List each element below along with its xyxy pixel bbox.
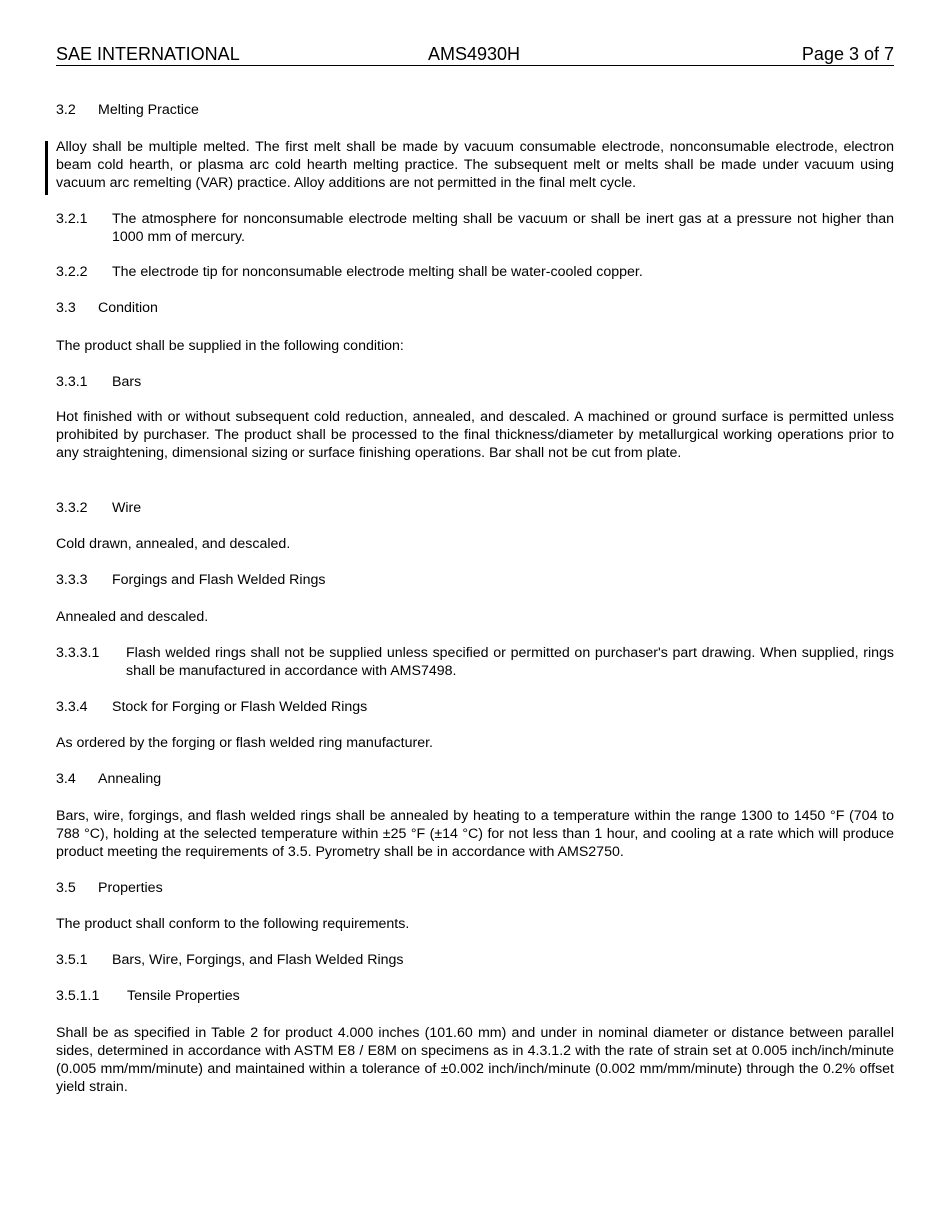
section-3-4-heading (56, 770, 894, 788)
page-header (56, 44, 894, 66)
header-org: SAE INTERNATIONAL (56, 44, 240, 64)
section-3-2-2 (56, 263, 894, 281)
section-text: Flash welded rings shall not be supplied unless specified or permitted on purchaser's part drawing. When supplied, rings shall be manufactured in accordance with AMS7498. (126, 645, 894, 679)
section-3-5-1-1-text: Shall be as specified in Table 2 for product 4.000 inches (101.60 mm) and under in nominal diameter or distance between parallel sides, determined in accordance with ASTM E8 / E8M on specimens as in 4.3.1.2 with the rate of strain set at 0.005 inch/inch/minute (0.005 mm/mm/minute) and maintained within a tolerance of ±0.002 inch/inch/minute (0.002 mm/mm/minute) through the 0.2% offset yield strain. (56, 1025, 894, 1095)
header-doc-number: AMS4930H (428, 44, 521, 64)
section-title: Bars (112, 374, 142, 390)
section-3-3-4-text: As ordered by the forging or flash welded ring manufacturer. (56, 735, 433, 751)
section-number: 3.2 (56, 102, 76, 118)
section-number: 3.3.1 (56, 374, 88, 390)
section-number: 3.5.1.1 (56, 988, 100, 1004)
header-page-number: Page 3 of 7 (801, 44, 894, 64)
section-3-3-heading (56, 299, 894, 317)
section-3-3-3-text: Annealed and descaled. (56, 609, 209, 625)
section-3-3-text: The product shall be supplied in the following condition: (56, 338, 404, 354)
section-3-3-1-text: Hot finished with or without subsequent cold reduction, annealed, and descaled. A machined or ground surface is permitted unless prohibited by purchaser. The product shall be processed to the final thickness/diameter by metallurgical working operations prior to any straightening, dimensional sizing or surface finishing operations. Bar shall not be cut from plate. (56, 409, 894, 461)
section-title: Condition (98, 300, 158, 316)
section-number: 3.5.1 (56, 952, 88, 968)
section-text: The electrode tip for nonconsumable electrode melting shall be water-cooled copper. (112, 264, 643, 280)
section-number: 3.3.2 (56, 500, 88, 516)
change-bar (45, 141, 48, 195)
section-3-5-1-heading (56, 951, 894, 969)
section-title: Properties (98, 880, 163, 896)
section-3-3-2-text: Cold drawn, annealed, and descaled. (56, 536, 291, 552)
section-number: 3.4 (56, 771, 76, 787)
section-number: 3.3.3 (56, 572, 88, 588)
section-3-5-text: The product shall conform to the following requirements. (56, 916, 410, 932)
section-number: 3.3 (56, 300, 76, 316)
section-title: Tensile Properties (127, 988, 240, 1004)
section-title: Annealing (98, 771, 162, 787)
section-text: The atmosphere for nonconsumable electrode melting shall be vacuum or shall be inert gas at a pressure not higher than 1000 mm of mercury. (112, 211, 894, 245)
section-3-3-3-1 (56, 644, 894, 680)
section-number: 3.2.2 (56, 264, 88, 280)
section-number: 3.3.4 (56, 699, 88, 715)
section-3-2-heading (56, 101, 894, 119)
section-3-4-text: Bars, wire, forgings, and flash welded rings shall be annealed by heating to a temperature within the range 1300 to 1450 °F (704 to 788 °C), holding at the selected temperature within ±25 °F (±14 °C) for not less than 1 hour, and cooling at a rate which will produce product meeting the requirements of 3.5. Pyrometry shall be in accordance with AMS2750. (56, 808, 894, 860)
section-title: Stock for Forging or Flash Welded Rings (112, 699, 368, 715)
section-3-2-1 (56, 210, 894, 246)
section-3-3-2-heading (56, 499, 894, 517)
section-number: 3.5 (56, 880, 76, 896)
section-3-3-3-heading (56, 571, 894, 589)
section-3-2-text: Alloy shall be multiple melted. The first melt shall be made by vacuum consumable electrode, nonconsumable electrode, electron beam cold hearth, or plasma arc cold hearth melting practice. The subsequent melt or melts shall be made under vacuum using vacuum arc remelting (VAR) practice. Alloy additions are not permitted in the final melt cycle. (56, 139, 894, 191)
section-title: Melting Practice (98, 102, 199, 118)
section-3-3-1-heading (56, 373, 894, 391)
section-title: Forgings and Flash Welded Rings (112, 572, 326, 588)
section-3-5-1-1-heading (56, 987, 894, 1005)
section-title: Wire (112, 500, 142, 516)
section-number: 3.3.3.1 (56, 645, 100, 661)
section-3-5-heading (56, 879, 894, 897)
section-3-3-4-heading (56, 698, 894, 716)
section-title: Bars, Wire, Forgings, and Flash Welded Rings (112, 952, 404, 968)
section-number: 3.2.1 (56, 211, 88, 227)
